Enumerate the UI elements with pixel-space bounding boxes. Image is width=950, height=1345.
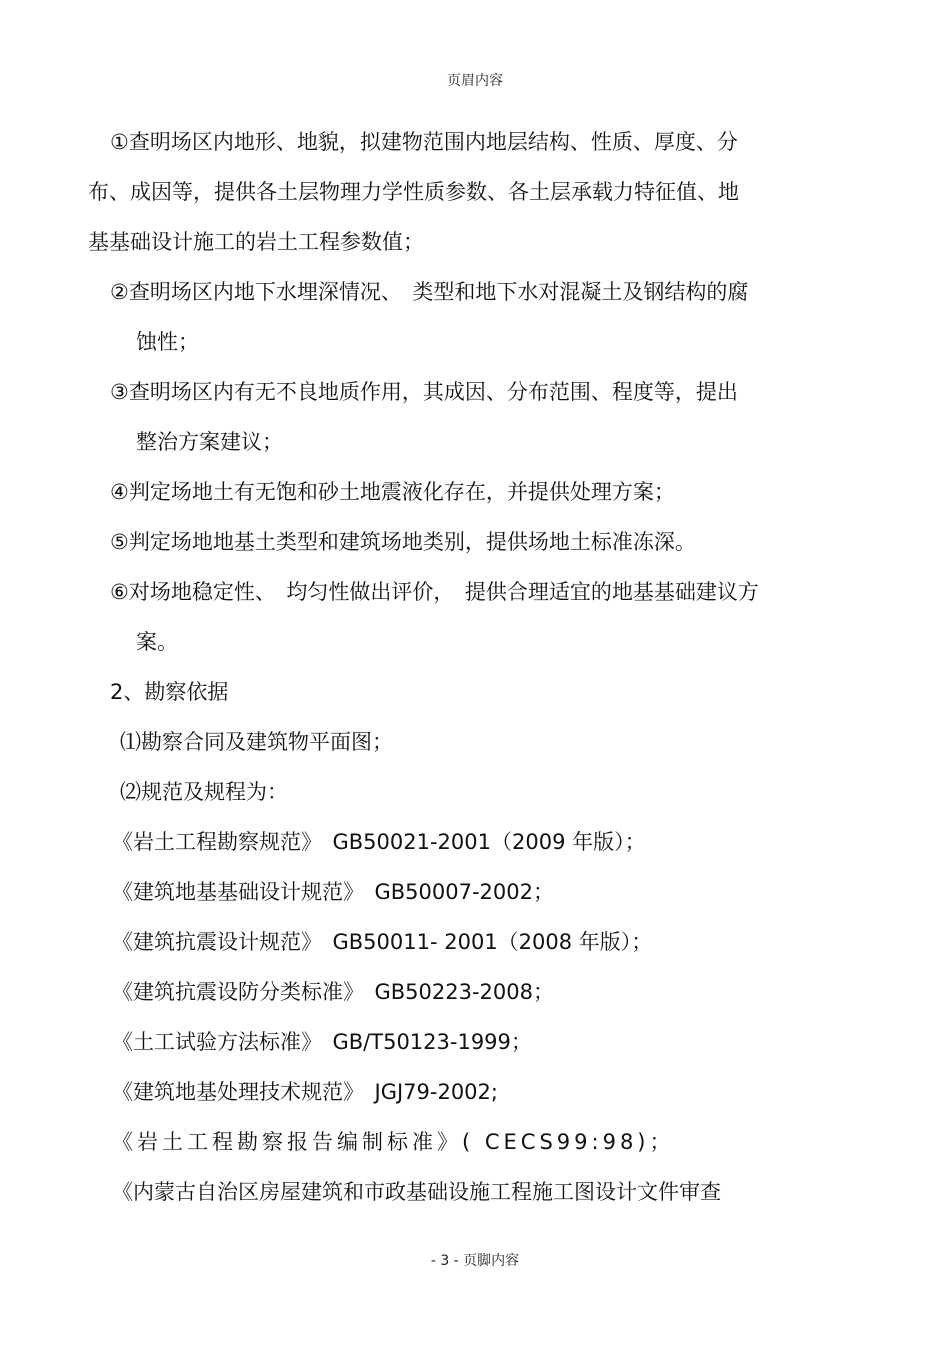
- paragraph-line: ③查明场区内有无不良地质作用，其成因、分布范围、程度等，提出: [110, 380, 738, 404]
- standard-reference: 《建筑地基处理技术规范》 JGJ79-2002;: [112, 1080, 498, 1104]
- standard-reference: 《建筑抗震设防分类标准》 GB50223-2008；: [112, 980, 555, 1004]
- paragraph-line: 布、成因等，提供各土层物理力学性质参数、各土层承载力特征值、地: [88, 180, 739, 204]
- paragraph-line: ⑴勘察合同及建筑物平面图；: [120, 730, 393, 754]
- paragraph-line: ⑥对场地稳定性、 均匀性做出评价， 提供合理适宜的地基基础建议方: [110, 580, 759, 604]
- page-footer: - 3 - 页脚内容: [430, 1253, 520, 1269]
- paragraph-line: 整治方案建议；: [136, 430, 283, 454]
- standard-reference: 《内蒙古自治区房屋建筑和市政基础设施工程施工图设计文件审查: [112, 1180, 721, 1204]
- standard-reference: 《建筑抗震设计规范》 GB50011- 2001（2008 年版）；: [112, 930, 653, 954]
- standard-reference: 《岩土工程勘察报告编制标准》( CECS99:98)；: [112, 1130, 675, 1154]
- standard-reference: 《岩土工程勘察规范》 GB50021-2001（2009 年版）；: [112, 830, 646, 854]
- paragraph-line: ①查明场区内地形、地貌，拟建物范围内地层结构、性质、厚度、分: [110, 130, 738, 154]
- section-heading: 2、勘察依据: [110, 680, 229, 704]
- paragraph-line: ⑵规范及规程为：: [120, 780, 288, 804]
- paragraph-line: 蚀性；: [136, 330, 199, 354]
- paragraph-line: 基基础设计施工的岩土工程参数值；: [88, 230, 424, 254]
- paragraph-line: ④判定场地土有无饱和砂土地震液化存在，并提供处理方案；: [110, 480, 675, 504]
- paragraph-line: 案。: [136, 630, 178, 654]
- standard-reference: 《建筑地基基础设计规范》 GB50007-2002；: [112, 880, 555, 904]
- standard-reference: 《土工试验方法标准》 GB/T50123-1999；: [112, 1030, 532, 1054]
- page-header: 页眉内容: [447, 73, 503, 89]
- paragraph-line: ⑤判定场地地基土类型和建筑场地类别，提供场地土标准冻深。: [110, 530, 696, 554]
- paragraph-line: ②查明场区内地下水埋深情况、 类型和地下水对混凝土及钢结构的腐: [110, 280, 749, 304]
